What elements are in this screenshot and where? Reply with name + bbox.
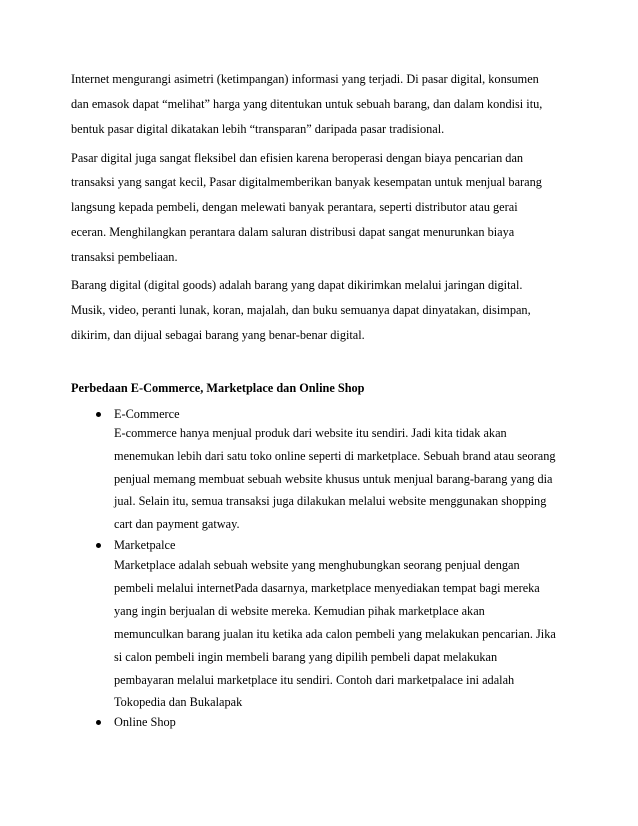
list-item-1-line-2: menemukan lebih dari satu toko online seperti di marketplace. Sebuah brand atau seorang bbox=[114, 449, 556, 463]
paragraph-2-line-4: eceran. Menghilangkan perantara dalam saluran distribusi dapat sangat menurunkan biaya bbox=[71, 225, 515, 239]
list-item-2-line-6: pembayaran melalui marketplace itu sendiri. Contoh dari marketpalace ini adalah bbox=[114, 673, 515, 687]
paragraph-1-line-3: bentuk pasar digital dikatakan lebih “transparan” daripada pasar tradisional. bbox=[71, 122, 445, 136]
list-item-1-line-5: cart dan payment gatway. bbox=[114, 517, 240, 531]
bullet-icon bbox=[96, 412, 101, 417]
paragraph-2-line-5: transaksi pembeliaan. bbox=[71, 250, 178, 264]
list-item-1-line-1: E-commerce hanya menjual produk dari website itu sendiri. Jadi kita tidak akan bbox=[114, 426, 507, 440]
list-item-1-line-3: penjual memang membuat sebuah website khusus untuk menjual barang-barang yang dia bbox=[114, 472, 553, 486]
list-item-2-line-4: memunculkan barang jualan itu ketika ada calon pembeli yang melakukan pencarian. Jika bbox=[114, 627, 556, 641]
list-item-2-title: Marketpalce bbox=[114, 538, 176, 552]
list-item-2-line-2: pembeli melalui internetPada dasarnya, marketplace menyediakan tempat bagi mereka bbox=[114, 581, 540, 595]
list-item-3-title: Online Shop bbox=[114, 715, 176, 729]
list-item-2-line-5: si calon pembeli ingin membeli barang yang dipilih pembeli dapat melakukan bbox=[114, 650, 498, 664]
list-item-2-line-1: Marketplace adalah sebuah website yang menghubungkan seorang penjual dengan bbox=[114, 558, 520, 572]
bullet-icon bbox=[96, 720, 101, 725]
list-item-2-line-7: Tokopedia dan Bukalapak bbox=[114, 695, 243, 709]
list-item-1-line-4: jual. Selain itu, semua transaksi juga dilakukan melalui website menggunakan shopping bbox=[114, 494, 547, 508]
paragraph-2-line-2: transaksi yang sangat kecil, Pasar digitalmemberikan banyak kesempatan untuk menjual barang bbox=[71, 175, 542, 189]
list-item-1-title: E-Commerce bbox=[114, 407, 180, 421]
paragraph-3-line-3: dikirim, dan dijual sebagai barang yang benar-benar digital. bbox=[71, 328, 365, 342]
paragraph-1-line-2: dan emasok dapat “melihat” harga yang ditentukan untuk sebuah barang, dan dalam kondisi itu, bbox=[71, 97, 543, 111]
paragraph-1-line-1: Internet mengurangi asimetri (ketimpangan) informasi yang terjadi. Di pasar digital, konsumen bbox=[71, 72, 539, 86]
paragraph-3-line-1: Barang digital (digital goods) adalah barang yang dapat dikirimkan melalui jaringan digital. bbox=[71, 278, 523, 292]
list-item-2-line-3: yang ingin berjualan di website mereka. Kemudian pihak marketplace akan bbox=[114, 604, 485, 618]
paragraph-2-line-1: Pasar digital juga sangat fleksibel dan efisien karena beroperasi dengan biaya pencarian dan bbox=[71, 151, 524, 165]
section-heading: Perbedaan E-Commerce, Marketplace dan Online Shop bbox=[71, 381, 365, 395]
bullet-icon bbox=[96, 543, 101, 548]
paragraph-3-line-2: Musik, video, peranti lunak, koran, majalah, dan buku semuanya dapat dinyatakan, disimpan, bbox=[71, 303, 531, 317]
paragraph-2-line-3: langsung kepada pembeli, dengan melewati banyak perantara, seperti distributor atau gerai bbox=[71, 200, 518, 214]
